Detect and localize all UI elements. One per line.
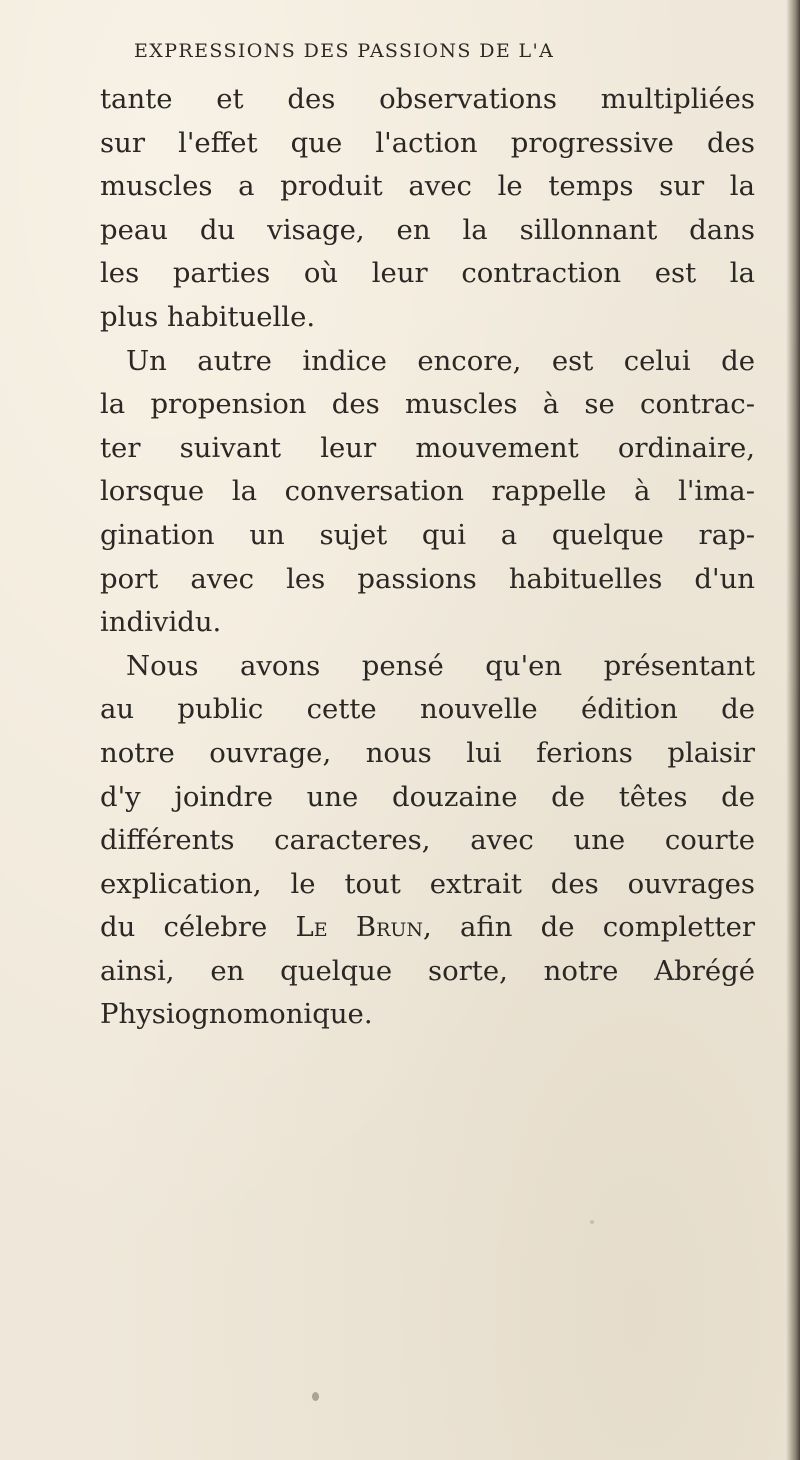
paper-speck [590,1220,594,1224]
text-line: tante et des observations multipliées [100,83,755,115]
text-line: notre ouvrage, nous lui ferions plaisir [100,736,755,769]
text-line: d'y joindre une douzaine de têtes de [100,780,755,813]
text-line: Nous avons pensé qu'en présentant [126,649,755,682]
text-line: muscles a produit avec le temps sur la [100,170,755,203]
text-line: différents caracteres, avec une courte [100,824,755,857]
text-line: ter suivant leur mouvement ordinaire, [100,431,755,464]
paper-speck [312,1392,319,1401]
text-line: sur l'effet que l'action progressive des [100,126,755,159]
text-line: gination un sujet qui a quelque rap- [100,518,755,551]
text-line: peau du visage, en la sillonnant dans [100,213,755,246]
text-line: individu. [100,606,222,639]
text-line: du célebre Le Brun, afin de completter [100,911,755,944]
text-line: la propension des muscles à se contrac- [100,388,755,421]
paper-speck [700,760,703,763]
running-head: EXPRESSIONS DES PASSIONS DE L'A [134,40,555,62]
text-line: les parties où leur contraction est la [100,257,755,290]
text-line: lorsque la conversation rappelle à l'ima- [100,475,755,508]
text-line: port avec les passions habituelles d'un [100,562,755,595]
text-line: ainsi, en quelque sorte, notre Abrégé [100,954,755,987]
page-edge-shadow [786,0,800,1460]
text-line: plus habituelle. [100,300,316,333]
text-line: au public cette nouvelle édition de [100,693,755,726]
text-line: explication, le tout extrait des ouvrages [100,867,755,900]
text-line: Un autre indice encore, est celui de [126,344,755,377]
body-text [100,78,755,1037]
author-name: Le Brun [295,911,424,944]
text-line: Physiognomonique. [100,998,373,1031]
